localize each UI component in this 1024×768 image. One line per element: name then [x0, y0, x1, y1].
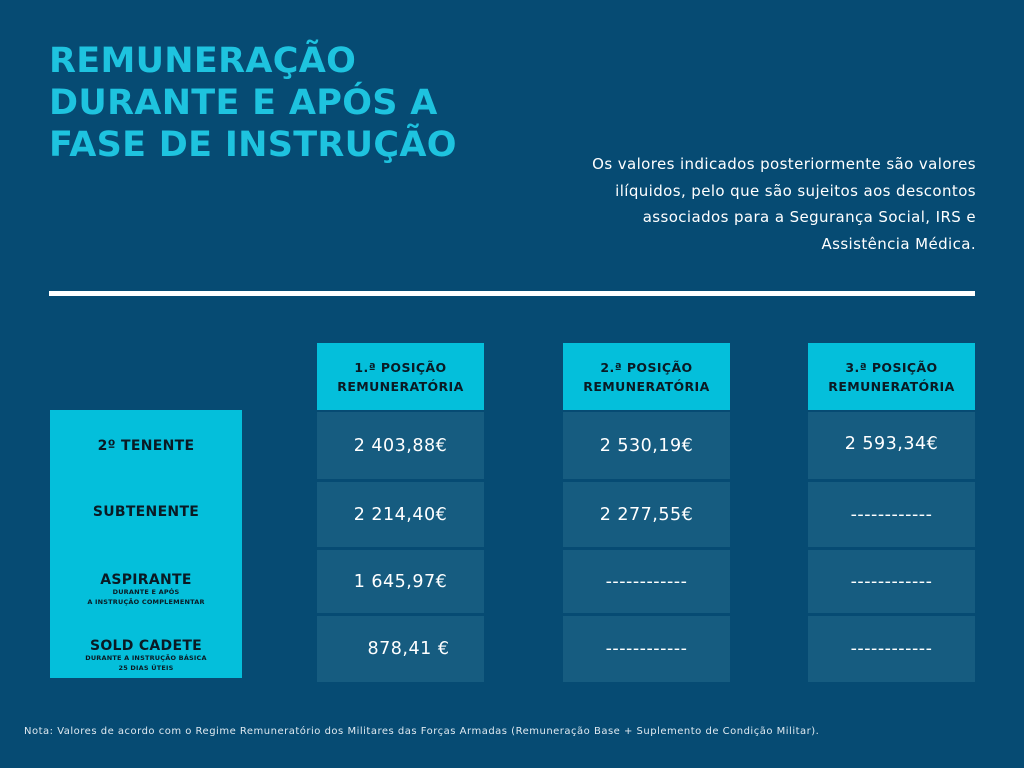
footnote: Nota: Valores de acordo com o Regime Remuneratório dos Militares das Forças Armadas (Remuneração Base + Suplemento de Condição Militar).: [24, 726, 820, 737]
value-cell: 2 214,40€: [317, 482, 484, 547]
rank-aspirante: [50, 572, 242, 607]
position-1-column: [317, 343, 484, 682]
page-title-line-1: REMUNERAÇÃO: [49, 41, 357, 81]
rank-name: SOLD CADETE: [89, 638, 203, 654]
position-header-line: REMUNERATÓRIA: [828, 378, 955, 394]
value-cell: 2 277,55€: [563, 482, 730, 547]
page-title: [49, 40, 457, 166]
rank-column: [50, 410, 242, 678]
divider: [49, 291, 975, 296]
value-cell: 2 593,34€: [808, 412, 975, 479]
page-title-line-3: FASE DE INSTRUÇÃO: [49, 125, 457, 165]
position-2-column: [563, 343, 730, 682]
position-2-header: [563, 343, 730, 410]
page-title-line-2: DURANTE E APÓS A: [49, 83, 438, 123]
position-header-line: 2.ª POSIÇÃO: [600, 359, 693, 375]
rank-subtitle: A INSTRUÇÃO COMPLEMENTAR: [87, 597, 205, 606]
position-header-line: REMUNERATÓRIA: [337, 378, 464, 394]
position-header-line: 3.ª POSIÇÃO: [845, 359, 938, 375]
rank-name: SUBTENENTE: [92, 504, 200, 520]
position-header-line: REMUNERATÓRIA: [583, 378, 710, 394]
rank-name: 2º TENENTE: [97, 438, 195, 454]
value-cell: 2 530,19€: [563, 412, 730, 479]
rank-sold-cadete: [50, 638, 242, 673]
position-header-line: 1.ª POSIÇÃO: [354, 359, 447, 375]
value-cell: 1 645,97€: [317, 550, 484, 613]
rank-name: ASPIRANTE: [100, 572, 192, 588]
position-3-column: [808, 343, 975, 682]
value-cell: ------------: [808, 616, 975, 682]
intro-text: Os valores indicados posteriormente são valores ilíquidos, pelo que são sujeitos aos descontos associados para a Segurança Social, IRS e Assistência Médica.: [592, 155, 976, 253]
rank-2-tenente: [50, 438, 242, 454]
position-1-header: [317, 343, 484, 410]
value-cell: ------------: [563, 616, 730, 682]
rank-subtenente: [50, 504, 242, 520]
value-cell: ------------: [808, 550, 975, 613]
rank-subtitle: 25 DIAS ÚTEIS: [118, 663, 174, 672]
rank-subtitle: DURANTE A INSTRUÇÃO BÁSICA: [85, 654, 207, 662]
rank-subtitle: DURANTE E APÓS: [112, 588, 180, 596]
value-cell: 878,41 €: [317, 616, 484, 682]
value-cell: ------------: [563, 550, 730, 613]
position-3-header: [808, 343, 975, 410]
value-cell: ------------: [808, 482, 975, 547]
value-cell: 2 403,88€: [317, 412, 484, 479]
